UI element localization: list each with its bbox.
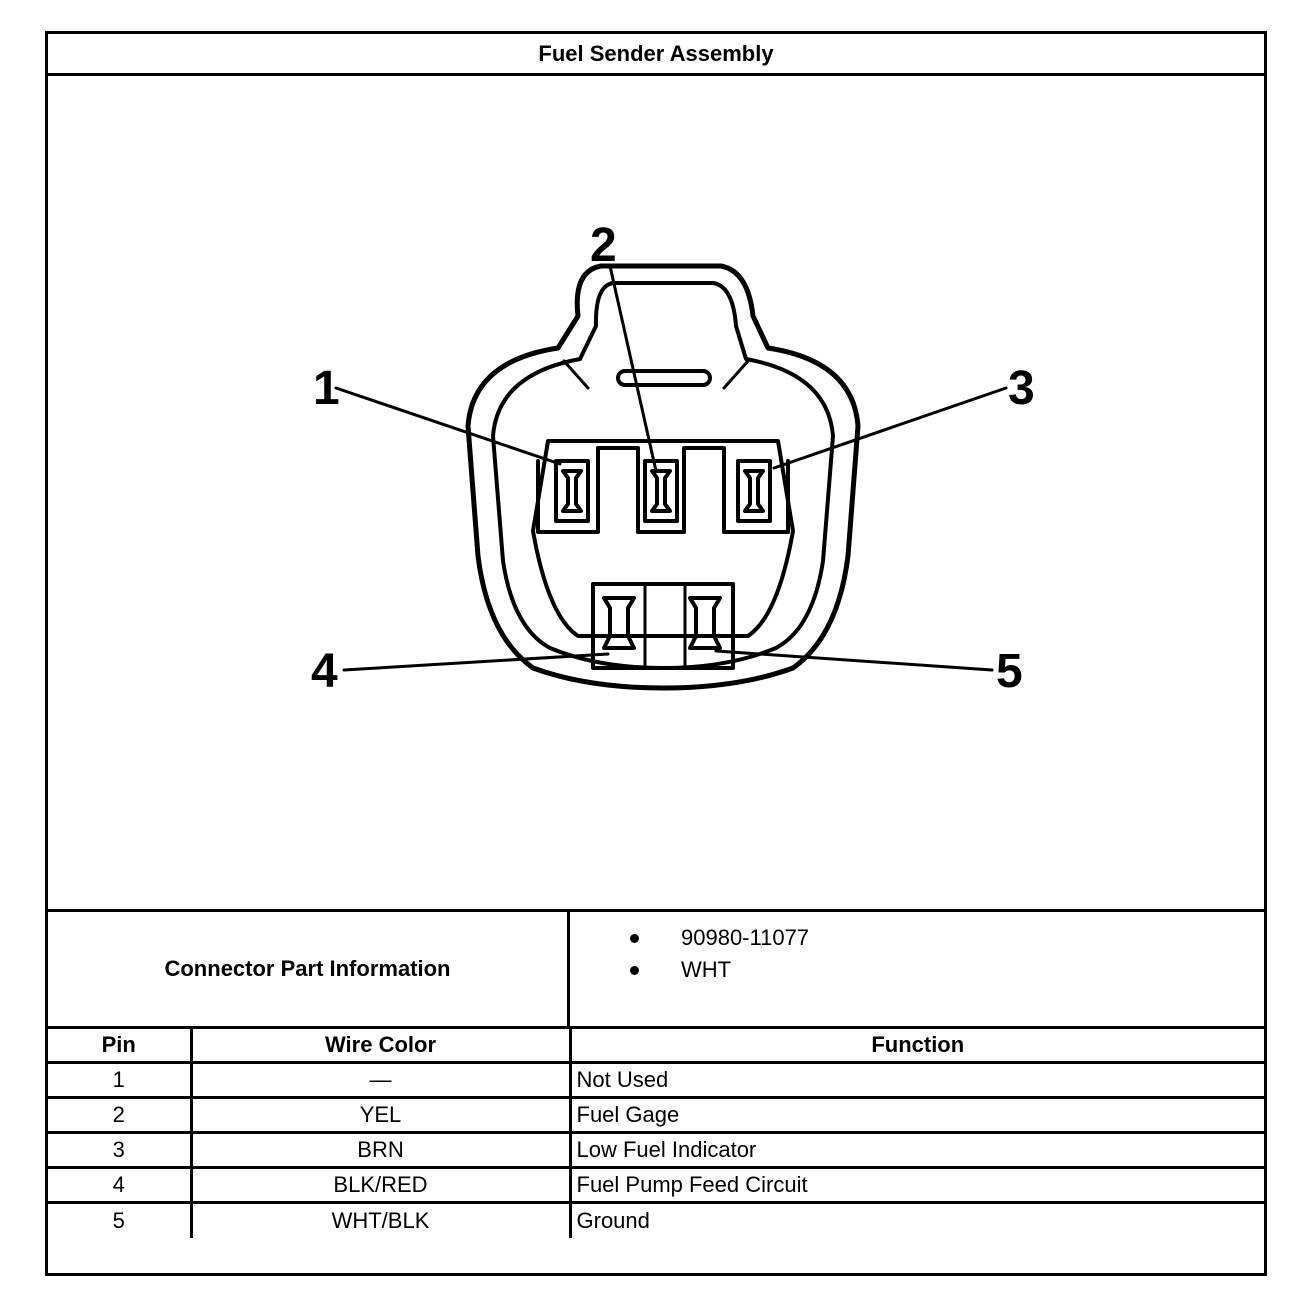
latch-tab-left [564,361,588,388]
terminal-cavity-pin-2 [645,461,677,521]
pin-label-4: 4 [311,645,338,698]
sheet-title: Fuel Sender Assembly [48,34,1264,76]
connector-info-section [48,909,1264,1026]
terminal-cavity-pin-4 [604,598,634,648]
wire-color-cell: — [191,1063,570,1098]
terminal-cavity-pin-1 [556,461,588,521]
connector-info-item [570,954,731,986]
function-cell: Ground [570,1203,1264,1238]
pin-label-3: 3 [1008,362,1035,415]
table-row [48,1203,1264,1238]
leader-line-pin-5 [716,651,992,670]
function-cell: Not Used [570,1063,1264,1098]
pin-cell: 2 [48,1098,191,1133]
pin-label-2: 2 [590,219,617,272]
header-function: Function [570,1028,1264,1063]
header-pin: Pin [48,1028,191,1063]
bullet-icon [630,966,639,975]
bullet-icon [630,934,639,943]
table-row [48,1168,1264,1203]
pin-label-1: 1 [313,362,340,415]
table-row [48,1098,1264,1133]
pin-cell: 1 [48,1063,191,1098]
pin-cell: 5 [48,1203,191,1238]
terminal-cavity-pin-3 [738,461,770,521]
wire-color-cell: BRN [191,1133,570,1168]
latch-tab-right [724,361,748,388]
table-row [48,1063,1264,1098]
header-wire-color: Wire Color [191,1028,570,1063]
part-number: 90980-11077 [681,925,810,950]
connector-drawing-area [48,76,1264,909]
wire-color-cell: YEL [191,1098,570,1133]
pin-cell: 4 [48,1168,191,1203]
wire-color-cell: WHT/BLK [191,1203,570,1238]
wire-color-cell: BLK/RED [191,1168,570,1203]
connector-info-item [570,922,809,954]
connector-info-label: Connector Part Information [48,912,570,1026]
table-row [48,1133,1264,1168]
terminal-cavity-pin-5 [690,598,720,648]
pin-cell: 3 [48,1133,191,1168]
connector-face-drawing [48,76,1264,909]
leader-line-pin-3 [774,388,1006,468]
pin-label-5: 5 [996,645,1023,698]
leader-line-pin-4 [344,654,608,670]
function-cell: Fuel Gage [570,1098,1264,1133]
leader-line-pin-1 [336,388,560,464]
connector-info-list [570,912,1264,1026]
pinout-header-row [48,1028,1264,1063]
connector-sheet [45,31,1267,1276]
pinout-table [48,1026,1264,1238]
function-cell: Low Fuel Indicator [570,1133,1264,1168]
latch-slot [618,371,710,385]
function-cell: Fuel Pump Feed Circuit [570,1168,1264,1203]
connector-color: WHT [681,957,732,982]
